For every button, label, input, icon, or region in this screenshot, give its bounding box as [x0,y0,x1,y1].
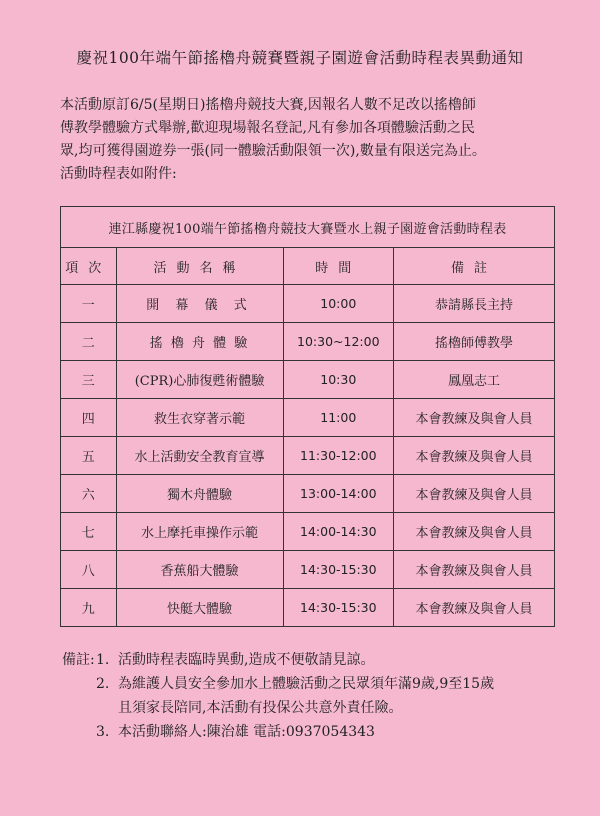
row-note: 本會教練及與會人員 [394,551,555,589]
note-number: 2. [96,676,110,692]
row-no: 一 [61,285,117,323]
schedule-table [60,206,555,627]
note-text: 為維護人員安全參加水上體驗活動之民眾須年滿9歲,9至15歲 [118,676,495,692]
row-note: 恭請縣長主持 [394,285,555,323]
row-name: 快艇大體驗 [116,589,283,627]
row-name: (CPR)心肺復甦術體驗 [116,361,283,399]
intro-line: 活動時程表如附件: [60,166,177,182]
intro-line: 傅教學體驗方式舉辦,歡迎現場報名登記,凡有參加各項體驗活動之民 [60,120,475,136]
header-no: 項次 [61,248,117,285]
table-row [61,437,555,475]
intro-line: 眾,均可獲得園遊券一張(同一體驗活動限領一次),數量有限送完為止。 [60,143,486,159]
row-name: 獨木舟體驗 [116,475,283,513]
note-item [62,648,562,672]
note-number: 3. [96,724,110,740]
table-row [61,475,555,513]
row-no: 七 [61,513,117,551]
table-row [61,285,555,323]
row-no: 三 [61,361,117,399]
row-name: 水上摩托車操作示範 [116,513,283,551]
row-note: 本會教練及與會人員 [394,513,555,551]
row-no: 九 [61,589,117,627]
note-continuation: 且須家長陪同,本活動有投保公共意外責任險。 [118,700,403,716]
row-time: 13:00-14:00 [283,475,394,513]
row-note: 本會教練及與會人員 [394,437,555,475]
header-time: 時間 [283,248,394,285]
row-name: 香蕉船大體驗 [116,551,283,589]
page-title: 慶祝100年端午節搖櫓舟競賽暨親子園遊會活動時程表異動通知 [76,49,524,67]
notes-section [62,648,562,744]
row-note: 本會教練及與會人員 [394,399,555,437]
table-row [61,589,555,627]
row-time: 14:30-15:30 [283,551,394,589]
header-note: 備註 [394,248,555,285]
table-caption: 連江縣慶祝100端午節搖櫓舟競技大賽暨水上親子園遊會活動時程表 [61,207,555,248]
row-no: 五 [61,437,117,475]
row-name: 水上活動安全教育宣導 [116,437,283,475]
row-note: 搖櫓師傅教學 [394,323,555,361]
note-item [62,720,562,744]
table-row [61,361,555,399]
note-text: 本活動聯絡人:陳治雄 電話:0937054343 [118,724,375,740]
note-number: 1. [96,652,110,668]
intro-line: 本活動原訂6/5(星期日)搖櫓舟競技大賽,因報名人數不足改以搖櫓師 [60,97,476,113]
row-time: 10:00 [283,285,394,323]
notes-label: 備註: [62,652,95,668]
row-time: 10:30~12:00 [283,323,394,361]
note-item [62,672,562,696]
row-name: 開 幕 儀 式 [116,285,283,323]
note-text: 活動時程表臨時異動,造成不便敬請見諒。 [118,652,375,668]
row-no: 四 [61,399,117,437]
row-time: 14:30-15:30 [283,589,394,627]
header-name: 活動名稱 [116,248,283,285]
row-time: 11:30-12:00 [283,437,394,475]
row-note: 鳳凰志工 [394,361,555,399]
row-time: 10:30 [283,361,394,399]
row-no: 八 [61,551,117,589]
table-row [61,551,555,589]
row-no: 六 [61,475,117,513]
table-row [61,323,555,361]
row-time: 14:00-14:30 [283,513,394,551]
row-note: 本會教練及與會人員 [394,475,555,513]
row-note: 本會教練及與會人員 [394,589,555,627]
table-row [61,513,555,551]
row-no: 二 [61,323,117,361]
row-name: 搖 櫓 舟 體 驗 [116,323,283,361]
row-name: 救生衣穿著示範 [116,399,283,437]
table-row [61,399,555,437]
intro-paragraph [60,94,560,186]
row-time: 11:00 [283,399,394,437]
